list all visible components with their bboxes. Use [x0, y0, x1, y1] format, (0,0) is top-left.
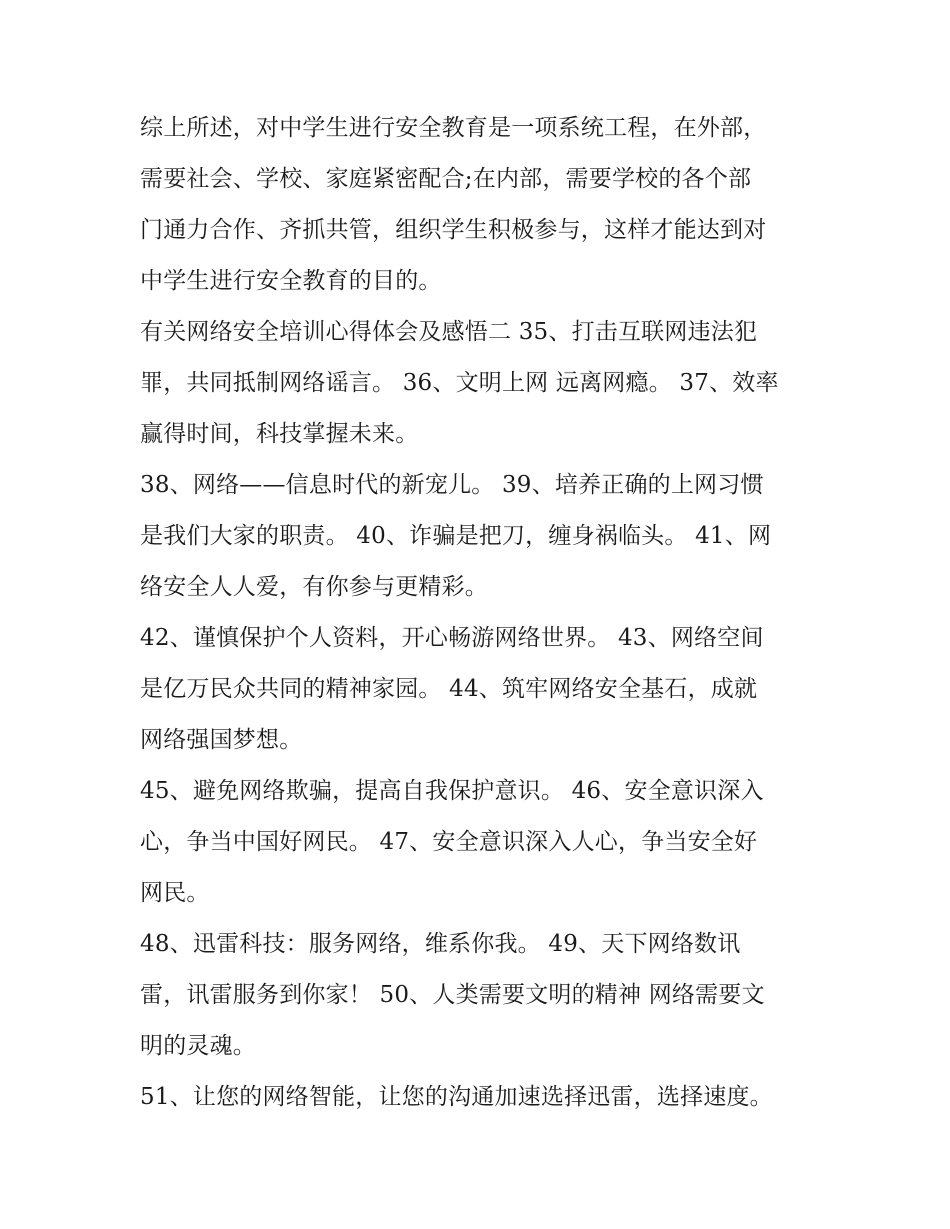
- text-line: 明的灵魂。: [140, 1033, 256, 1059]
- text-line: 51、让您的网络智能，让您的沟通加速选择迅雷，选择速度。: [140, 1084, 773, 1110]
- text-line: 门通力合作、齐抓共管，组织学生积极参与，这样才能达到对: [140, 217, 767, 243]
- text-line: 网络强国梦想。: [140, 727, 303, 753]
- text-line: 心，争当中国好网民。 47、安全意识深入人心，争当安全好: [140, 829, 758, 855]
- text-line: 综上所述，对中学生进行安全教育是一项系统工程，在外部，: [140, 115, 767, 141]
- text-line: 是我们大家的职责。 40、诈骗是把刀，缠身祸临头。 41、网: [140, 523, 772, 549]
- text-line: 45、避免网络欺骗，提高自我保护意识。 46、安全意识深入: [140, 778, 764, 804]
- text-line: 是亿万民众共同的精神家园。 44、筑牢网络安全基石，成就: [140, 676, 758, 702]
- text-line: 48、迅雷科技：服务网络，维系你我。 49、天下网络数讯: [140, 931, 741, 957]
- text-line: 罪，共同抵制网络谣言。 36、文明上网 远离网瘾。 37、效率: [140, 370, 779, 396]
- text-line: 网民。: [140, 880, 210, 906]
- text-line: 38、网络——信息时代的新宠儿。 39、培养正确的上网习惯: [140, 472, 764, 498]
- text-line: 需要社会、学校、家庭紧密配合;在内部，需要学校的各个部: [140, 166, 752, 192]
- text-line: 赢得时间，科技掌握未来。: [140, 421, 419, 447]
- text-line: 有关网络安全培训心得体会及感悟二 35、打击互联网违法犯: [140, 319, 758, 345]
- text-line: 中学生进行安全教育的目的。: [140, 268, 442, 294]
- text-line: 雷，讯雷服务到你家！ 50、人类需要文明的精神 网络需要文: [140, 982, 765, 1008]
- text-line: 42、谨慎保护个人资料，开心畅游网络世界。 43、网络空间: [140, 625, 764, 651]
- text-line: 络安全人人爱，有你参与更精彩。: [140, 574, 488, 600]
